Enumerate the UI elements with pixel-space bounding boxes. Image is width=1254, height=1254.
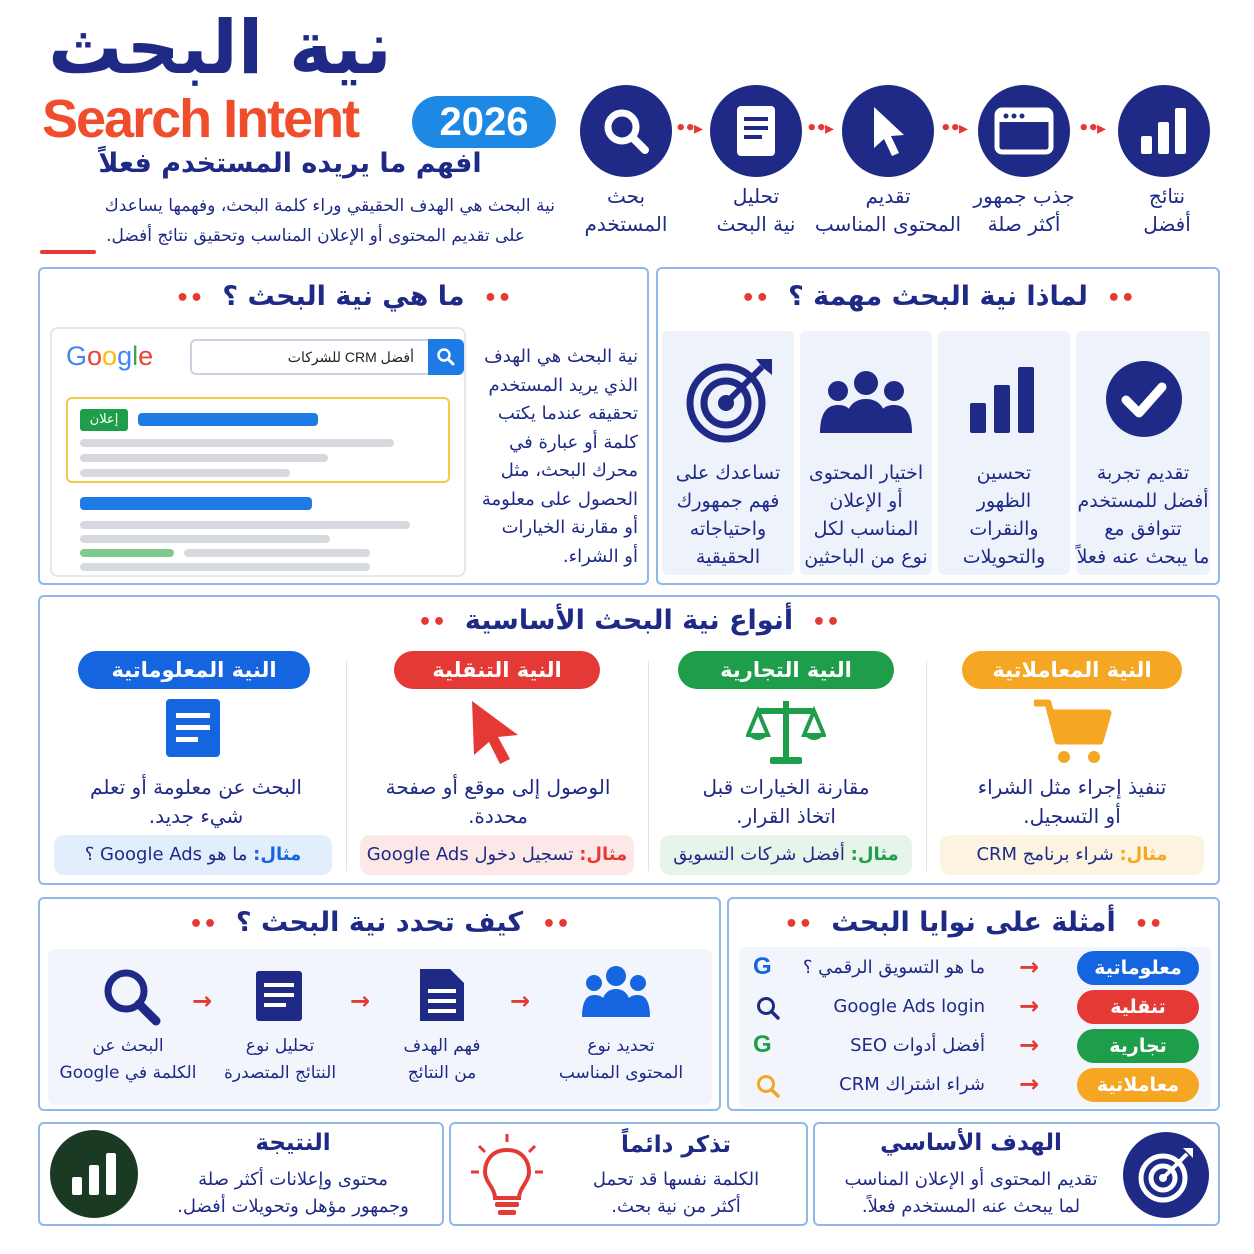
cursor-icon — [864, 103, 912, 159]
example-arrow: → — [1019, 1031, 1040, 1059]
why-important-title: •• لماذا نية البحث مهمة ؟ •• — [741, 281, 1135, 312]
ad-snippet-line — [80, 454, 328, 462]
organic-snippet-line — [80, 521, 410, 529]
ad-snippet-line — [80, 469, 290, 477]
header-subtitle: افهم ما يريده المستخدم فعلاً — [98, 148, 482, 179]
how-to-arrow: → — [192, 987, 211, 1015]
types-divider — [926, 661, 927, 871]
document-icon — [418, 967, 466, 1023]
search-icon — [755, 1073, 781, 1099]
example-label-informational: معلوماتية — [1077, 951, 1199, 985]
target-icon — [1137, 1146, 1195, 1204]
google-mockup — [50, 327, 466, 577]
header-intro-line1: نية البحث هي الهدف الحقيقي وراء كلمة البحث، وفهمها يساعدك — [104, 196, 555, 216]
how-to-step-3-label: تحليل نوع النتائج المتصدرة — [223, 1036, 337, 1083]
document-lines-icon — [254, 969, 304, 1023]
type-informational-desc: البحث عن معلومة أو تعلم شيء جديد. — [90, 775, 302, 828]
flow-arrow-2: ••▸ — [806, 118, 833, 139]
bar-chart-icon — [1137, 104, 1191, 158]
type-navigational-desc: الوصول إلى موقع أو صفحة محددة. — [385, 775, 611, 828]
search-icon — [436, 347, 456, 367]
document-icon — [164, 697, 222, 759]
what-is-section — [38, 267, 649, 585]
organic-snippet-line — [184, 549, 370, 557]
organic-headline — [80, 497, 312, 510]
target-icon — [686, 355, 776, 445]
remember-card — [449, 1122, 808, 1226]
ad-label: إعلان — [80, 409, 128, 431]
how-to-step-4-label: البحث عن الكلمة في Google — [59, 1036, 197, 1083]
flow-step-2-label: تحليل نية البحث — [716, 184, 796, 236]
type-transactional-example: مثال: شراء برنامج CRM — [940, 835, 1204, 875]
header-intro-line2: على تقديم المحتوى أو الإعلان المناسب وتحقيق نتائج أفضل. — [106, 226, 525, 246]
type-commercial-desc: مقارنة الخيارات قبل اتخاذ القرار. — [702, 775, 870, 828]
main-title-ar: نية البحث — [48, 5, 392, 91]
organic-snippet-line — [80, 535, 330, 543]
what-is-description: نية البحث هي الهدف الذي يريد المستخدم تحقيقه عندما يكتب كلمة أو عبارة في محرك البحث، مثل الحصول على معلومة أو مقارنة الخيارات أو الشراء. — [481, 346, 638, 567]
how-to-arrow: → — [510, 987, 529, 1015]
search-button[interactable] — [428, 339, 464, 375]
google-g-icon: G — [753, 1031, 772, 1058]
document-icon — [731, 103, 781, 159]
example-query-navigational[interactable]: Google Ads login — [833, 996, 985, 1017]
example-query-transactional[interactable]: شراء اشتراك CRM — [839, 1074, 985, 1095]
lightbulb-icon — [467, 1132, 547, 1218]
flow-step-4-circle — [978, 85, 1070, 177]
how-to-step-2-label: فهم الهدف من النتائج — [403, 1036, 481, 1083]
search-icon — [598, 103, 654, 159]
goal-card — [813, 1122, 1220, 1226]
flow-arrow-3: ••▸ — [940, 118, 967, 139]
flow-step-1-circle — [580, 85, 672, 177]
how-to-arrow: → — [350, 987, 369, 1015]
type-informational-example: مثال: ما هو Google Ads ؟ — [54, 835, 332, 875]
people-icon — [818, 369, 914, 435]
examples-section — [727, 897, 1220, 1111]
example-label-transactional: معاملاتية — [1077, 1068, 1199, 1102]
example-query-commercial[interactable]: أفضل أدوات SEO — [850, 1035, 985, 1056]
bar-chart-icon — [968, 365, 1038, 435]
result-icon-circle — [50, 1130, 138, 1218]
search-icon — [755, 995, 781, 1021]
result-title: النتيجة — [255, 1130, 331, 1156]
why-card-audience-text: تساعدك على فهم جمهورك واحتياجاته الحقيقية — [675, 462, 781, 568]
ad-headline — [138, 413, 318, 426]
flow-step-4-label: جذب جمهور أكثر صلة — [973, 184, 1075, 236]
flow-step-1-label: بحث المستخدم — [584, 184, 668, 236]
type-transactional-desc: تنفيذ إجراء مثل الشراء أو التسجيل. — [977, 775, 1167, 828]
example-arrow: → — [1019, 992, 1040, 1020]
google-g-icon: G — [753, 953, 772, 980]
example-label-navigational: تنقلية — [1077, 990, 1199, 1024]
flow-step-3-label: تقديم المحتوى المناسب — [814, 184, 962, 236]
year-badge: 2026 — [412, 96, 556, 148]
why-card-content-text: اختيار المحتوى أو الإعلان المناسب لكل نوع من الباحثين — [804, 462, 928, 568]
organic-snippet-line — [80, 563, 370, 571]
flow-arrow-1: ••▸ — [675, 118, 702, 139]
example-label-commercial: تجارية — [1077, 1029, 1199, 1063]
cursor-icon — [468, 697, 524, 767]
browser-icon — [994, 106, 1054, 156]
types-section — [38, 595, 1220, 885]
types-divider — [648, 661, 649, 871]
types-divider — [346, 661, 347, 871]
examples-title: •• أمثلة على نوايا البحث •• — [784, 907, 1163, 938]
google-logo: Google — [66, 341, 154, 371]
type-commercial-example: مثال: أفضل شركات التسويق — [660, 835, 912, 875]
people-icon — [580, 965, 652, 1019]
ad-snippet-line — [80, 439, 394, 447]
intro-underline — [40, 250, 96, 254]
type-navigational-example: مثال: تسجيل دخول Google Ads — [360, 835, 634, 875]
how-to-step-1-label: تحديد نوع المحتوى المناسب — [558, 1036, 684, 1083]
goal-text: تقديم المحتوى أو الإعلان المناسب لما يبحث عنه المستخدم فعلاً. — [844, 1169, 1098, 1217]
example-arrow: → — [1019, 1070, 1040, 1098]
type-transactional-pill: النية المعاملاتية — [962, 651, 1182, 689]
example-arrow: → — [1019, 953, 1040, 981]
cart-icon — [1034, 697, 1112, 767]
flow-arrow-4: ••▸ — [1078, 118, 1105, 139]
ad-result[interactable] — [66, 397, 450, 483]
goal-icon-circle — [1123, 1132, 1209, 1218]
why-important-section — [656, 267, 1220, 585]
example-query-informational[interactable]: ما هو التسويق الرقمي ؟ — [802, 957, 985, 978]
search-input[interactable]: أفضل CRM للشركات — [190, 339, 428, 375]
flow-step-5-label: نتائج أفضل — [1143, 184, 1191, 236]
main-title-en: Search Intent — [42, 89, 359, 149]
type-commercial-pill: النية التجارية — [678, 651, 894, 689]
remember-text: الكلمة نفسها قد تحمل أكثر من نية بحث. — [592, 1169, 760, 1217]
type-navigational-pill: النية التنقلية — [394, 651, 600, 689]
how-to-section — [38, 897, 721, 1111]
why-card-experience-text: تقديم تجربة أفضل للمستخدم تتوافق مع ما يبحث عنه فعلاً — [1076, 462, 1210, 568]
result-card — [38, 1122, 444, 1226]
flow-step-5-circle — [1118, 85, 1210, 177]
why-card-visibility-text: تحسين الظهور والنقرات والتحويلات — [962, 462, 1046, 568]
flow-step-2-circle — [710, 85, 802, 177]
check-circle-icon — [1104, 359, 1184, 439]
search-icon — [100, 965, 162, 1027]
remember-title: تذكر دائماً — [621, 1132, 731, 1158]
organic-url — [80, 549, 174, 557]
bar-chart-icon — [70, 1151, 118, 1197]
goal-title: الهدف الأساسي — [880, 1130, 1062, 1156]
what-is-title: •• ما هي نية البحث ؟ •• — [175, 281, 512, 312]
scale-icon — [746, 697, 826, 767]
type-informational-pill: النية المعلوماتية — [78, 651, 310, 689]
how-to-title: •• كيف تحدد نية البحث ؟ •• — [188, 907, 571, 938]
result-text: محتوى وإعلانات أكثر صلة وجمهور مؤهل وتحويلات أفضل. — [177, 1169, 409, 1217]
types-title: •• أنواع نية البحث الأساسية •• — [417, 605, 841, 636]
flow-step-3-circle — [842, 85, 934, 177]
